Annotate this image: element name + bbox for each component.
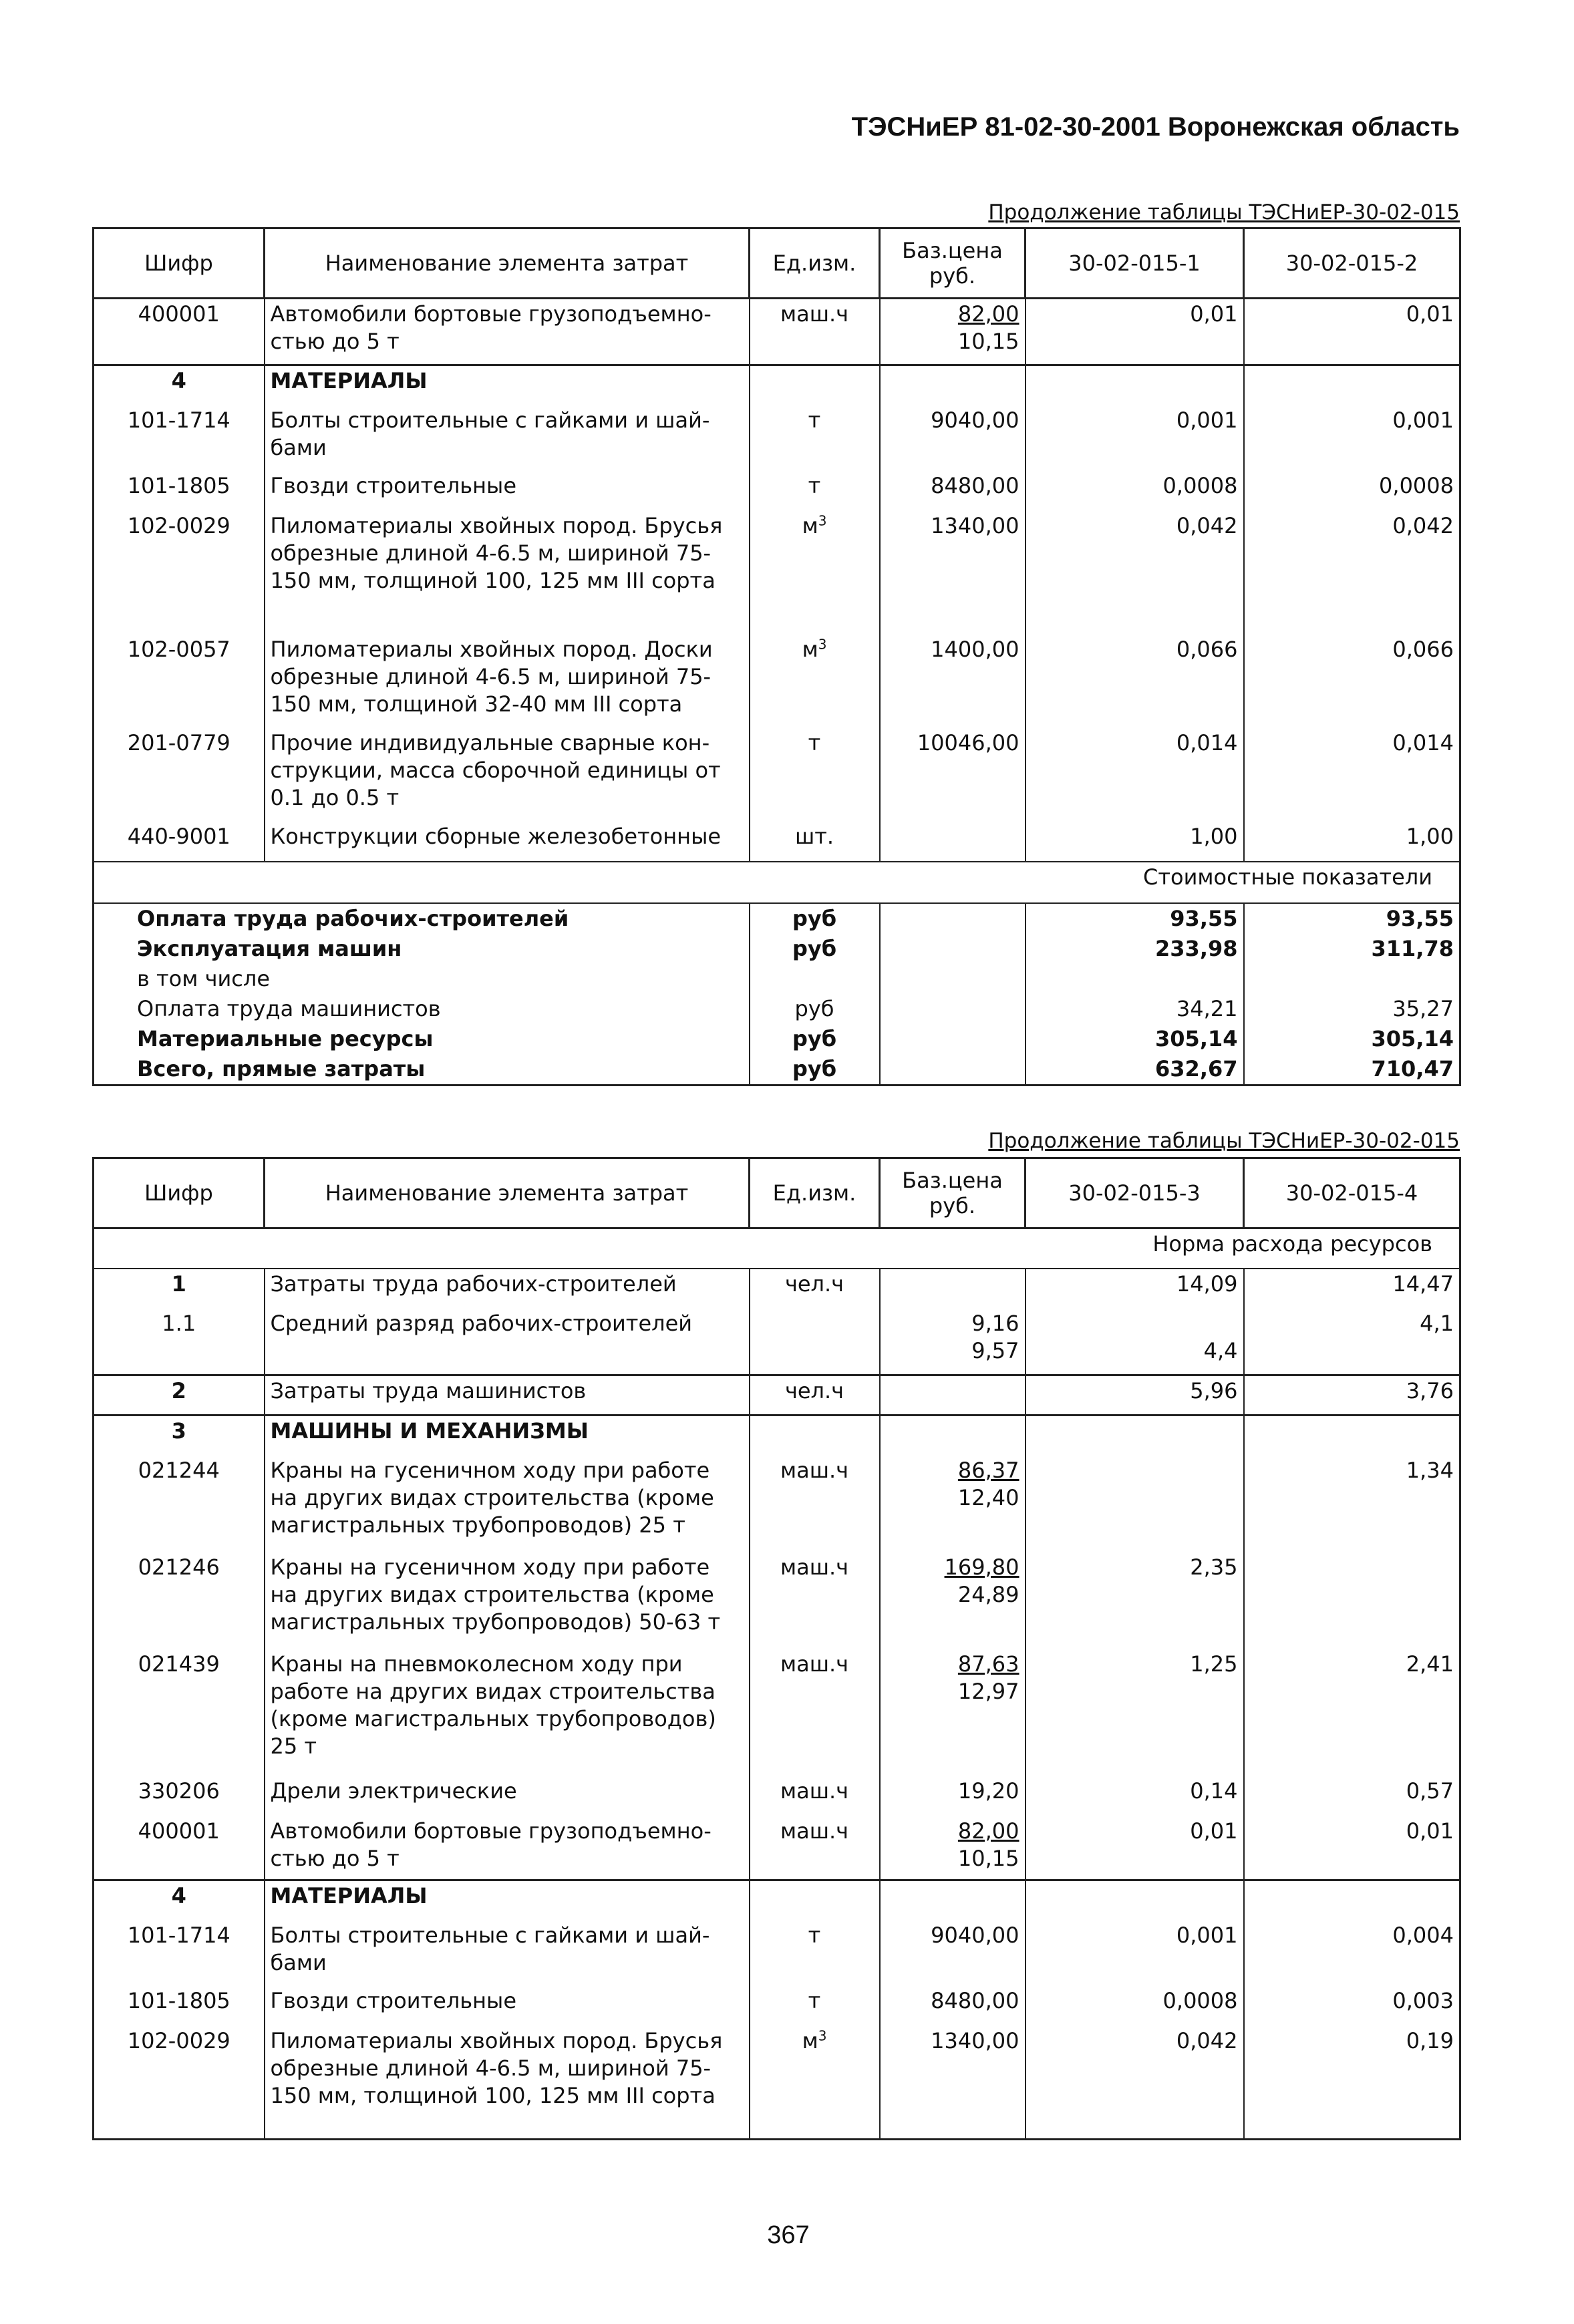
- table-row: 400001 Автомобили бортовые грузоподъемно-стью до 5 т маш.ч 82,00 10,15 0,01 0,01: [94, 299, 1460, 365]
- table-row: 1 Затраты труда рабочих-строителей чел.ч 14,09 14,47: [94, 1269, 1460, 1309]
- col-header-code: Шифр: [94, 228, 265, 299]
- table-row: 4 МАТЕРИАЛЫ: [94, 1880, 1460, 1921]
- cost-row: в том числе: [94, 964, 1460, 994]
- table1: [92, 227, 1461, 1086]
- col-header-v3: 30-02-015-3: [1026, 1158, 1244, 1228]
- table-row: 440-9001 Конструкции сборные железобетонные шт. 1,00 1,00: [94, 822, 1460, 862]
- table-row: 102-0029 Пиломатериалы хвойных пород. Брусья обрезные длиной 4-6.5 м, шириной 75-150 мм, толщиной 100, 125 мм III сорта $м^3$ 1340,00 0,042 0,19: [94, 2026, 1460, 2140]
- table-row: 102-0057 Пиломатериалы хвойных пород. Доски обрезные длиной 4-6.5 м, шириной 75-150 мм, толщиной 32-40 мм III сорта $м^3$ 1400,00 0,066 0,066: [94, 635, 1460, 728]
- table-row: 101-1805 Гвозди строительные т 8480,00 0,0008 0,0008: [94, 471, 1460, 511]
- table-row: 330206 Дрели электрические маш.ч 19,20 0,14 0,57: [94, 1776, 1460, 1816]
- norm-header-row: Норма расхода ресурсов: [94, 1228, 1460, 1269]
- cost-row: Материальные ресурсы руб 305,14 305,14: [94, 1024, 1460, 1054]
- table-row: 1.1 Средний разряд рабочих-строителей 9,16 9,57 4,4 4,1: [94, 1309, 1460, 1375]
- col-header-v2: 30-02-015-2: [1244, 228, 1460, 299]
- cost-row: Оплата труда машинистов руб 34,21 35,27: [94, 994, 1460, 1024]
- col-header-code: Шифр: [94, 1158, 265, 1228]
- table-row: 3 МАШИНЫ И МЕХАНИЗМЫ: [94, 1416, 1460, 1456]
- table-row: 021246 Краны на гусеничном ходу при работе на других видах строительства (кроме магистральных трубопроводов) 50-63 т маш.ч 169,80 24,89 2,35: [94, 1552, 1460, 1649]
- table-row: 2 Затраты труда машинистов чел.ч 5,96 3,76: [94, 1375, 1460, 1416]
- col-header-unit: Ед.изм.: [750, 1158, 880, 1228]
- table-row: 400001 Автомобили бортовые грузоподъемно-стью до 5 т маш.ч 82,00 10,15 0,01 0,01: [94, 1816, 1460, 1880]
- table2-caption: Продолжение таблицы ТЭСНиЕР-30-02-015: [988, 1129, 1460, 1153]
- col-header-v4: 30-02-015-4: [1244, 1158, 1460, 1228]
- document-header: ТЭСНиЕР 81-02-30-2001 Воронежская область: [851, 112, 1460, 142]
- table2: [92, 1157, 1461, 2140]
- cost-row: Всего, прямые затраты руб 632,67 710,47: [94, 1054, 1460, 1086]
- table-row: 101-1714 Болты строительные с гайками и шай-бами т 9040,00 0,001 0,004: [94, 1921, 1460, 1986]
- table-row: 101-1714 Болты строительные с гайками и шай-бами т 9040,00 0,001 0,001: [94, 405, 1460, 471]
- table-row: 102-0029 Пиломатериалы хвойных пород. Брусья обрезные длиной 4-6.5 м, шириной 75-150 мм, толщиной 100, 125 мм III сорта $м^3$ 1340,00 0,042 0,042: [94, 511, 1460, 635]
- col-header-price: Баз.цена руб.: [880, 228, 1026, 299]
- table-row: 101-1805 Гвозди строительные т 8480,00 0,0008 0,003: [94, 1986, 1460, 2026]
- table-row: 4 МАТЕРИАЛЫ: [94, 365, 1460, 405]
- col-header-name: Наименование элемента затрат: [265, 1158, 750, 1228]
- page-number: 367: [767, 2221, 810, 2249]
- table1-caption: Продолжение таблицы ТЭСНиЕР-30-02-015: [988, 200, 1460, 224]
- col-header-price: Баз.цена руб.: [880, 1158, 1026, 1228]
- table-row: 021244 Краны на гусеничном ходу при работе на других видах строительства (кроме магистральных трубопроводов) 25 т маш.ч 86,37 12,40 1,34: [94, 1456, 1460, 1552]
- col-header-unit: Ед.изм.: [750, 228, 880, 299]
- col-header-v1: 30-02-015-1: [1026, 228, 1244, 299]
- table-row: 201-0779 Прочие индивидуальные сварные кон-струкции, масса сборочной единицы от 0.1 до 0.5 т т 10046,00 0,014 0,014: [94, 728, 1460, 822]
- col-header-name: Наименование элемента затрат: [265, 228, 750, 299]
- cost-header-row: Стоимостные показатели: [94, 862, 1460, 903]
- cost-row: Оплата труда рабочих-строителей руб 93,55 93,55: [94, 903, 1460, 934]
- table-row: 021439 Краны на пневмоколесном ходу при работе на других видах строительства (кроме магистральных трубопроводов) 25 т маш.ч 87,63 12,97 1,25 2,41: [94, 1649, 1460, 1776]
- cost-row: Эксплуатация машин руб 233,98 311,78: [94, 934, 1460, 964]
